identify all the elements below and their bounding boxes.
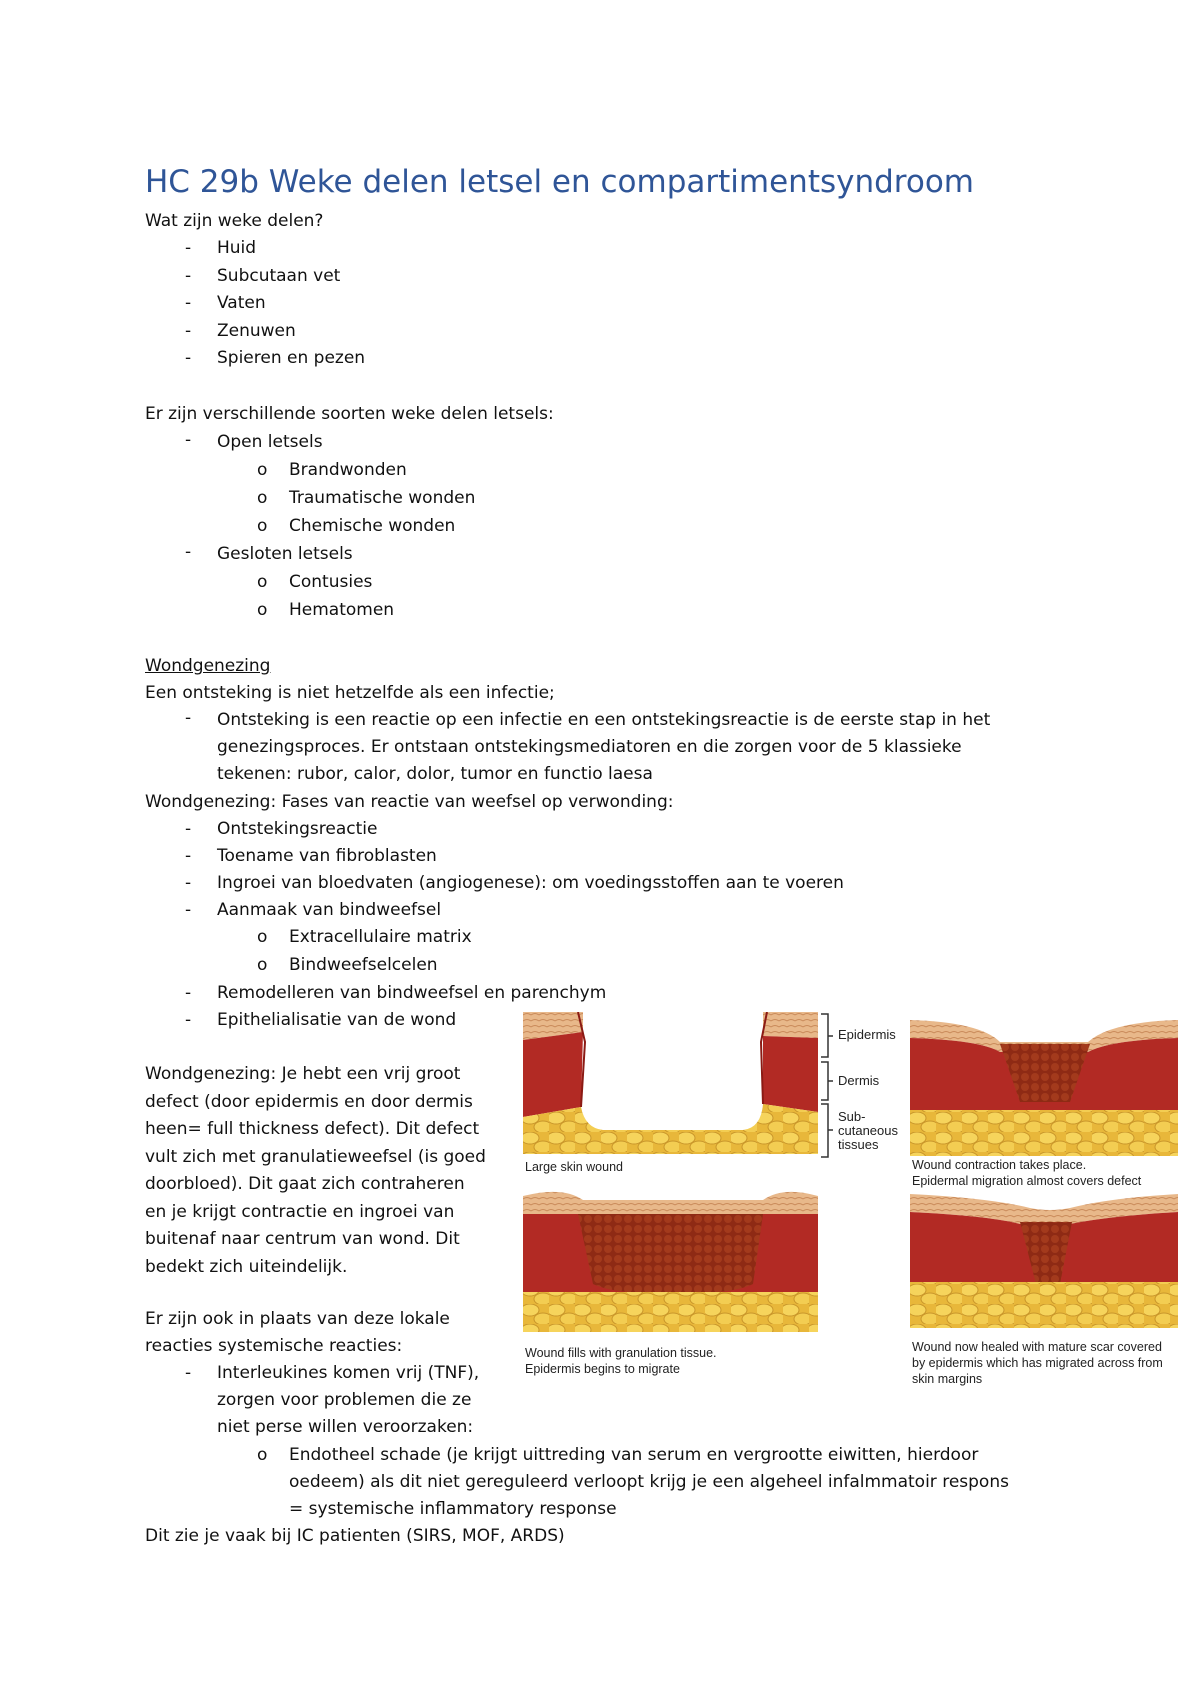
bullet-dash: -: [185, 846, 192, 866]
list-item: Toename van fibroblasten: [217, 846, 437, 866]
paragraph-line: tekenen: rubor, calor, dolor, tumor en functio laesa: [217, 764, 653, 784]
list-item: Ingroei van bloedvaten (angiogenese): om voedingsstoffen aan te voeren: [217, 873, 844, 893]
paragraph-line: en je krijgt contractie en ingroei van: [145, 1201, 455, 1222]
caption-healed-3: skin margins: [912, 1372, 983, 1386]
label-epidermis: Epidermis: [838, 1027, 896, 1042]
bullet-circle: o: [257, 600, 268, 620]
paragraph-line: Wondgenezing: Je hebt een vrij groot: [145, 1064, 461, 1084]
list-item: Huid: [217, 238, 257, 258]
paragraph-line: doorbloed). Dit gaat zich contraheren: [145, 1174, 465, 1194]
list-item: Hematomen: [289, 600, 395, 620]
bullet-dash: -: [185, 320, 192, 341]
bullet-dash: -: [185, 900, 192, 920]
list-item: Aanmaak van bindweefsel: [217, 900, 442, 920]
list-item: Remodelleren van bindweefsel en parenchym: [217, 983, 607, 1003]
caption-healed-1: Wound now healed with mature scar covered: [912, 1340, 1162, 1354]
bullet-dash: -: [185, 348, 192, 368]
bullet-dash: -: [185, 542, 192, 562]
list-item: Zenuwen: [217, 320, 296, 341]
paragraph-line: Er zijn ook in plaats van deze lokale: [145, 1309, 450, 1329]
list-item-line: = systemische inflammatory response: [289, 1499, 617, 1519]
bullet-circle: o: [257, 1445, 268, 1465]
panel-granulation: [523, 1192, 818, 1332]
paragraph-line: bedekt zich uiteindelijk.: [145, 1256, 348, 1277]
list-item: Contusies: [289, 572, 373, 592]
list-item-line: oedeem) als dit niet gereguleerd verloopt krijg je een algeheel infalmmatoir respons: [289, 1472, 1009, 1492]
label-dermis: Dermis: [838, 1073, 880, 1088]
closing-line: Dit zie je vaak bij IC patienten (SIRS, MOF, ARDS): [145, 1526, 565, 1546]
label-subcutaneous: Sub- cutaneous tissues: [838, 1109, 898, 1152]
paragraph-line: heen= full thickness defect). Dit defect: [145, 1119, 480, 1139]
question-heading: Wat zijn weke delen?: [145, 211, 324, 231]
paragraph-line: vult zich met granulatieweefsel (is goed: [145, 1146, 486, 1167]
bullet-dash: -: [185, 293, 192, 313]
list-item-line: niet perse willen veroorzaken:: [217, 1417, 474, 1437]
phases-heading: Wondgenezing: Fases van reactie van weefsel op verwonding:: [145, 792, 674, 812]
wound-healing-figure: [523, 1012, 1178, 1407]
list-item: Traumatische wonden: [289, 488, 476, 508]
bullet-dash: -: [185, 265, 192, 286]
bullet-dash: -: [185, 238, 192, 258]
bullet-circle: o: [257, 927, 268, 947]
list-item: Brandwonden: [289, 460, 407, 480]
open-letsels-label: Open letsels: [217, 432, 323, 452]
paragraph-line: defect (door epidermis en door dermis: [145, 1091, 473, 1112]
list-item: Chemische wonden: [289, 516, 456, 536]
bullet-dash: -: [185, 1363, 192, 1383]
list-item: Epithelialisatie van de wond: [217, 1010, 457, 1030]
list-item: Extracellulaire matrix: [289, 927, 472, 947]
bullet-dash: -: [185, 983, 192, 1003]
caption-contraction-1: Wound contraction takes place.: [912, 1158, 1087, 1172]
caption-contraction-2: Epidermal migration almost covers defect: [912, 1174, 1142, 1188]
caption-granulation-2: Epidermis begins to migrate: [525, 1362, 680, 1376]
bullet-dash: -: [185, 873, 192, 893]
types-intro: Er zijn verschillende soorten weke delen letsels:: [145, 404, 554, 424]
panel-large-wound: [523, 1012, 823, 1160]
bullet-dash: -: [185, 1010, 192, 1030]
bullet-dash: -: [185, 819, 192, 839]
caption-large-wound: Large skin wound: [525, 1160, 623, 1174]
panel-healed: [910, 1194, 1178, 1328]
list-item-line: zorgen voor problemen die ze: [217, 1390, 472, 1410]
paragraph-line: buitenaf naar centrum van wond. Dit: [145, 1229, 460, 1249]
paragraph-line: Ontsteking is een reactie op een infectie en een ontstekingsreactie is de eerste stap in het: [217, 710, 991, 730]
list-item: Vaten: [217, 293, 266, 313]
list-item: Subcutaan vet: [217, 265, 341, 286]
panel-contraction: [910, 1012, 1178, 1156]
paragraph-line: genezingsproces. Er ontstaan ontstekingsmediatoren en die zorgen voor de 5 klassieke: [217, 737, 962, 757]
bullet-circle: o: [257, 955, 268, 975]
bullet-dash: -: [185, 430, 192, 450]
bullet-circle: o: [257, 572, 268, 592]
list-item: Spieren en pezen: [217, 348, 366, 368]
paragraph-line: reacties systemische reacties:: [145, 1336, 403, 1356]
section-intro: Een ontsteking is niet hetzelfde als een infectie;: [145, 683, 555, 703]
caption-healed-2: by epidermis which has migrated across from: [912, 1356, 1163, 1370]
bullet-circle: o: [257, 516, 268, 536]
section-heading: Wondgenezing: [145, 656, 271, 676]
bullet-dash: -: [185, 708, 192, 728]
list-item-line: Interleukines komen vrij (TNF),: [217, 1363, 480, 1383]
bullet-circle: o: [257, 488, 268, 508]
list-item: Ontstekingsreactie: [217, 819, 378, 839]
list-item-line: Endotheel schade (je krijgt uittreding van serum en vergrootte eiwitten, hierdoor: [289, 1445, 979, 1465]
list-item: Bindweefselcelen: [289, 955, 438, 975]
closed-letsels-label: Gesloten letsels: [217, 544, 353, 564]
page-title: HC 29b Weke delen letsel en compartimentsyndroom: [145, 164, 974, 200]
caption-granulation-1: Wound fills with granulation tissue.: [525, 1346, 717, 1360]
bullet-circle: o: [257, 460, 268, 480]
